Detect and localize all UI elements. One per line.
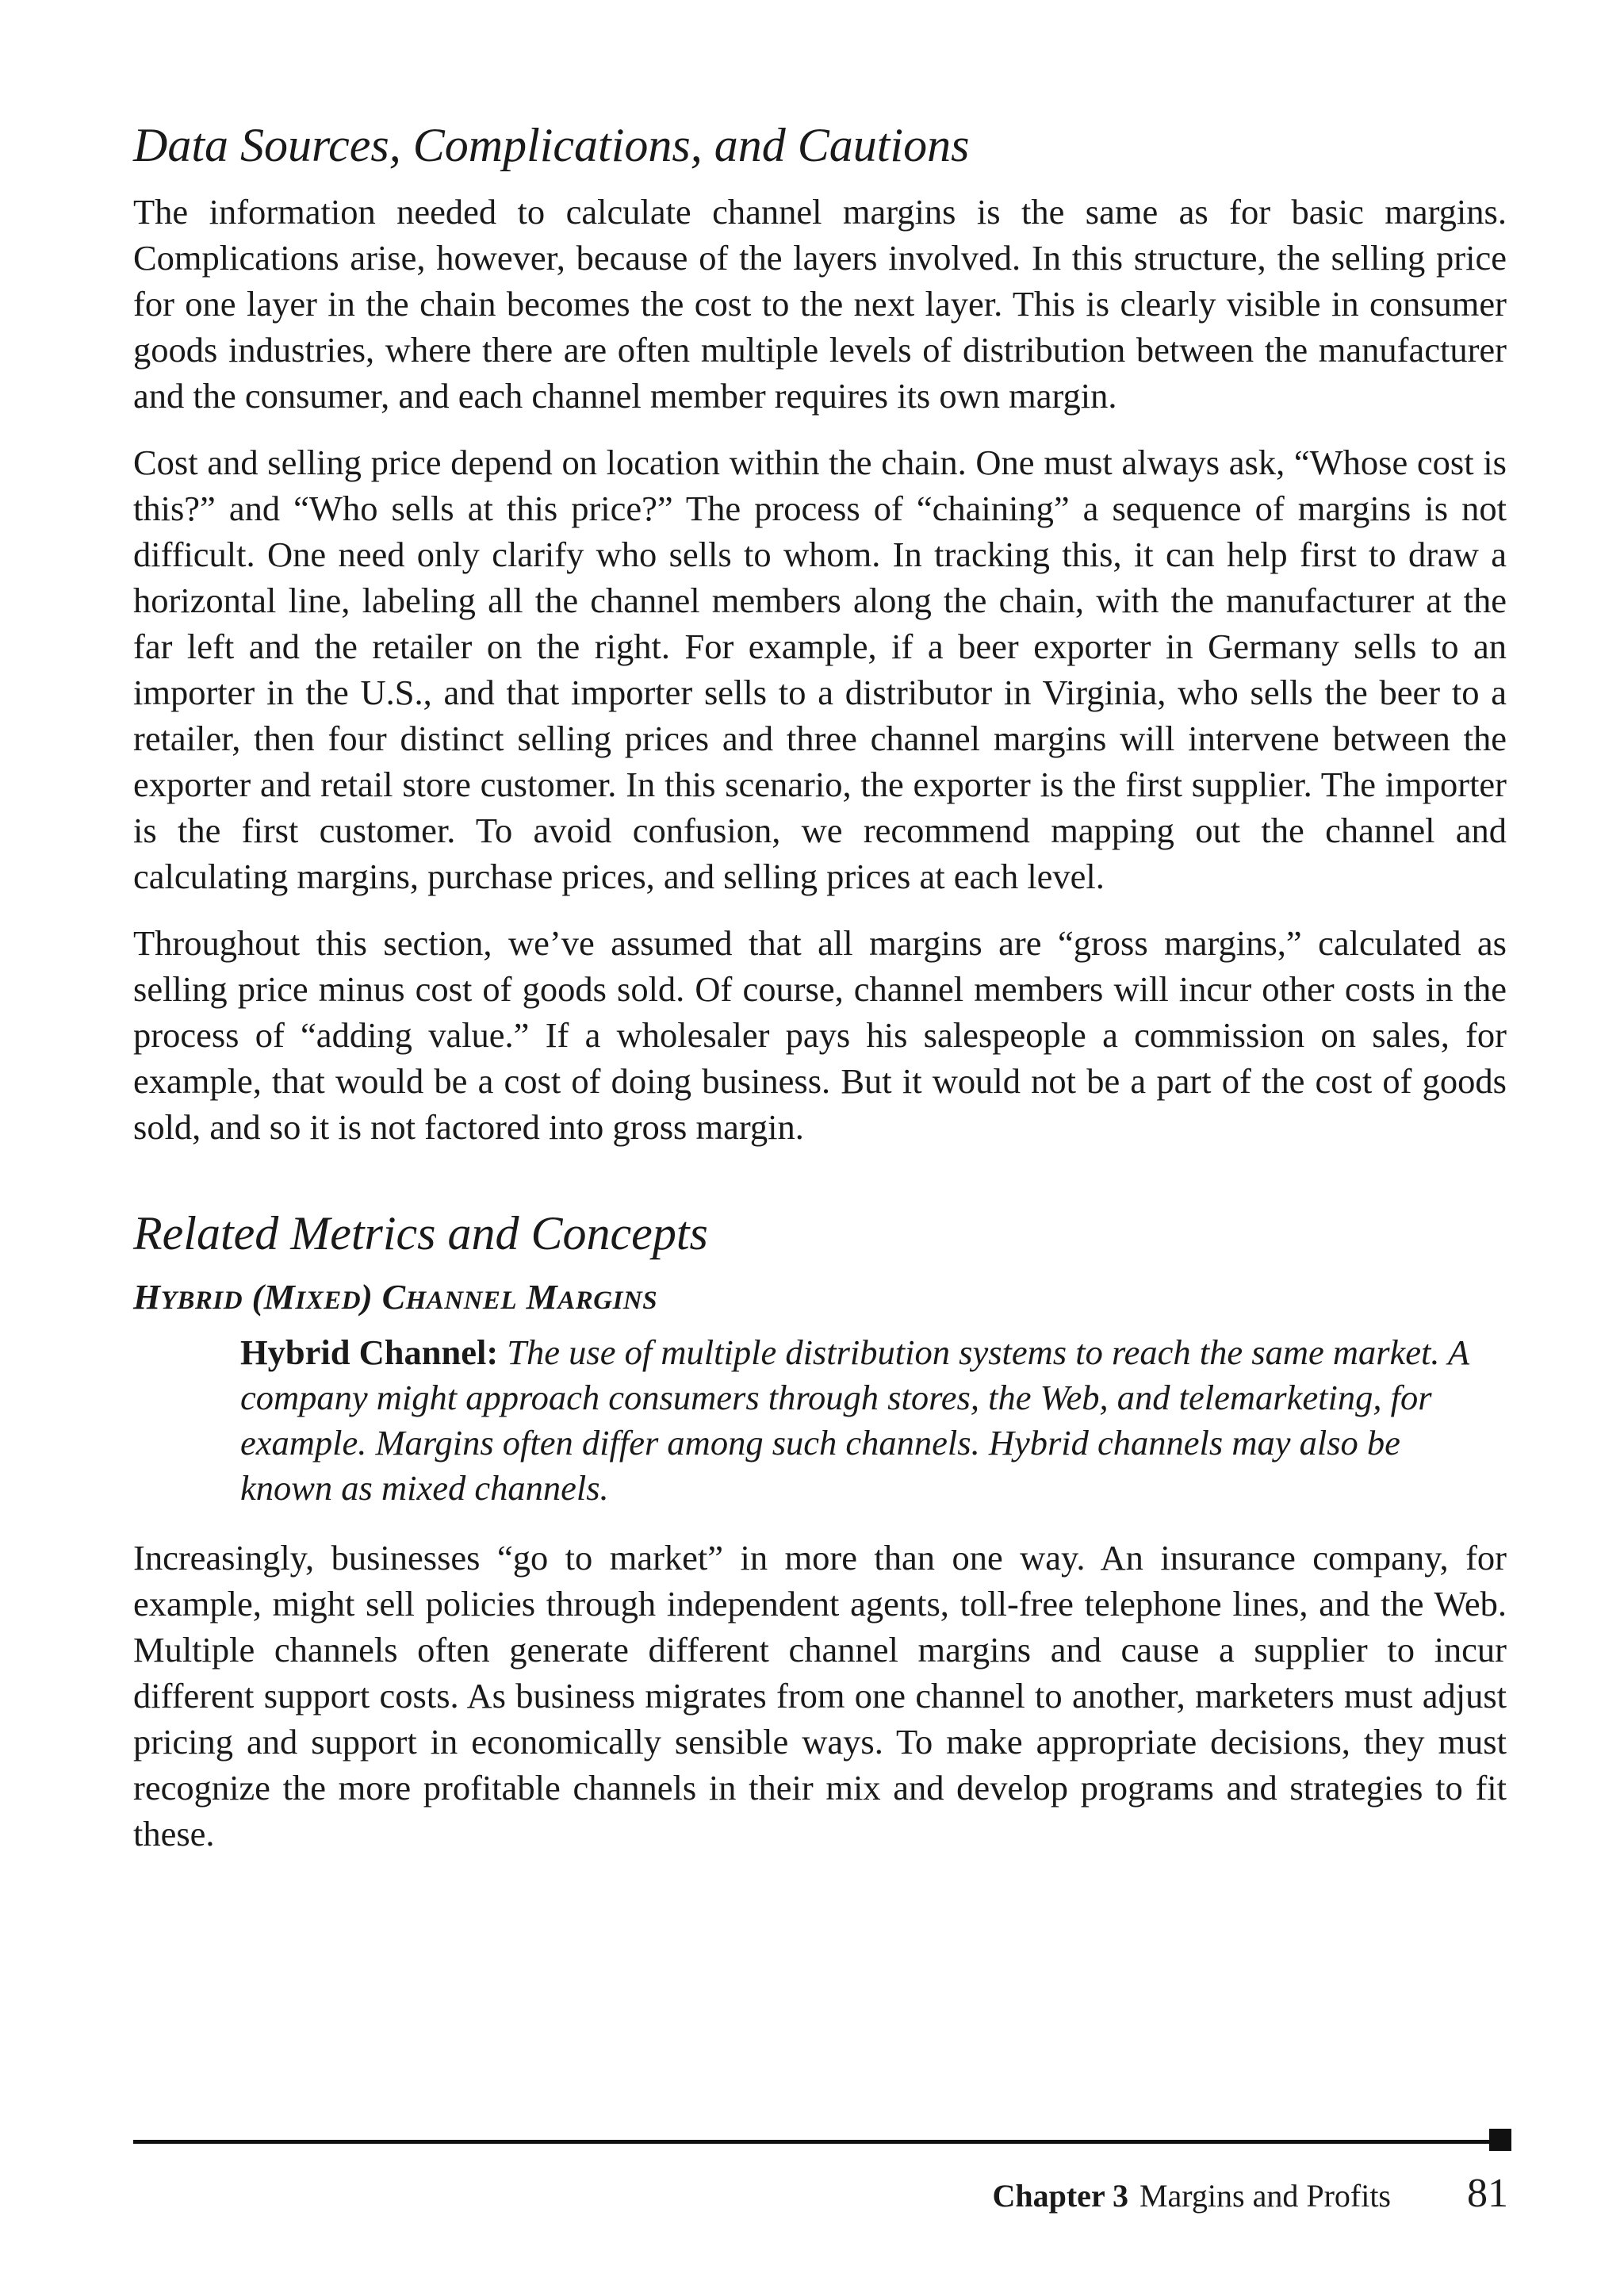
section-heading-related-metrics: Related Metrics and Concepts xyxy=(133,1207,708,1259)
subheading-part: M xyxy=(517,1278,558,1317)
definition-hybrid-channel xyxy=(240,1330,1477,1511)
footer-square-marker xyxy=(1489,2129,1511,2151)
page-footer xyxy=(992,2170,1508,2217)
subheading-part: (M xyxy=(243,1278,296,1317)
definition-term: Hybrid Channel: xyxy=(240,1332,499,1372)
subheading-part: H xyxy=(133,1278,161,1317)
subheading-part: HANNEL xyxy=(405,1286,518,1315)
subheading-part: YBRID xyxy=(160,1286,243,1315)
paragraph: Cost and selling price depend on location within the chain. One must always ask, “Whose cost is this?” and “Who sells at this price?” The process of “chaining” a sequence of margins is not difficult. One need only clarify who sells to whom. In tracking this, it can help first to draw a horizontal line, labeling all the channel members along the chain, with the manufacturer at the far left and the retailer on the right. For example, if a beer exporter in Germany sells to an importer in the U.S., and that importer sells to a distributor in Virginia, who sells the beer to a retailer, then four distinct selling prices and three channel margins will intervene between the exporter and retail store customer. In this scenario, the exporter is the first supplier. The importer is the first customer. To avoid confusion, we recommend mapping out the channel and calculating margins, purchase prices, and selling prices at each level. xyxy=(133,443,1507,896)
definition-text: The use of multiple distribution systems to reach the same market. A company might approach consumers through stores, the Web, and telemarketing, for example. Margins often differ among such channels. Hybrid channels may also be known as mixed channels. xyxy=(240,1332,1469,1508)
subheading-part: ) C xyxy=(361,1278,406,1317)
subheading-part: ARGINS xyxy=(557,1286,658,1315)
chapter-label: Chapter 3 xyxy=(992,2178,1128,2214)
section-heading-data-sources: Data Sources, Complications, and Cautions xyxy=(133,119,970,171)
paragraph: Throughout this section, we’ve assumed that all margins are “gross margins,” calculated as selling price minus cost of goods sold. Of course, channel members will incur other costs in the process of “adding value.” If a wholesaler pays his salespeople a commission on sales, for example, that would be a cost of doing business. But it would not be a part of the cost of goods sold, and so it is not factored into gross margin. xyxy=(133,923,1507,1147)
paragraph: Increasingly, businesses “go to market” in more than one way. An insurance company, for example, might sell policies through independent agents, toll-free telephone lines, and the Web. Multiple channels often generate different channel margins and cause a supplier to incur different support costs. As business migrates from one channel to another, marketers must adjust pricing and support in economically sensible ways. To make appropriate decisions, they must recognize the more profitable channels in their mix and develop programs and strategies to fit these. xyxy=(133,1537,1507,1854)
paragraph: The information needed to calculate channel margins is the same as for basic margins. Complications arise, however, because of the layers involved. In this structure, the selling price for one layer in the chain becomes the cost to the next layer. This is clearly visible in consumer goods industries, where there are often multiple levels of distribution between the manufacturer and the consumer, and each channel member requires its own margin. xyxy=(133,192,1507,416)
subheading-part: IXED xyxy=(295,1286,362,1315)
page-number: 81 xyxy=(1467,2171,1508,2216)
chapter-title: Margins and Profits xyxy=(1139,2178,1391,2214)
subheading-hybrid-channel-margins xyxy=(133,1277,1507,1319)
footer-rule xyxy=(133,2140,1496,2144)
page-body xyxy=(133,119,1507,1877)
